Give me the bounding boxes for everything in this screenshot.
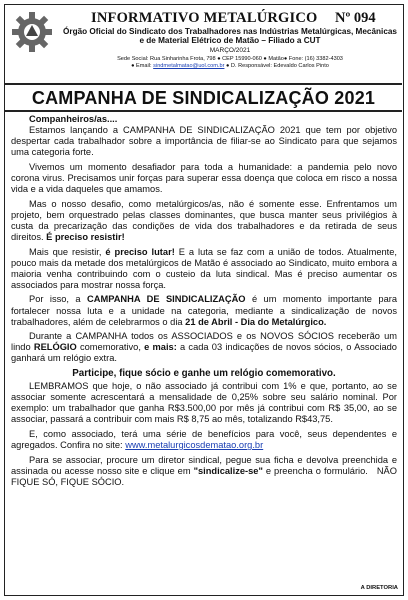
paragraph-6-more: e mais: [144, 342, 177, 353]
section-subheading: Participe, fique sócio e ganhe um relógio comemorativo. [72, 367, 336, 379]
greeting: Companheiros/as.... [29, 114, 118, 124]
paragraph-9-text: Para se associar, procure um diretor sindical, pegue sua ficha e devolva preenchida e assinada ou acesse nosso site e clique em [11, 454, 397, 476]
address-line: Sede Social: Rua Sinharinha Frota, 798 ● CEP 15990-060 ● Matão● Fone: (16) 3382-4303 [117, 56, 343, 62]
union-gear-logo-icon [10, 10, 54, 54]
issue-number: Nº 094 [335, 10, 376, 26]
newsletter-subtitle: Órgão Oficial do Sindicato dos Trabalhadores nas Indústrias Metalúrgicas, Mecânicas e de Material Elétrico de Matão – Filiado a CUT [63, 27, 397, 45]
paragraph-6-mid: comemorativo, [79, 342, 141, 353]
title-divider [5, 110, 402, 112]
director-line: ● D. Responsável: Edevaldo Carlos Pinto [226, 63, 329, 69]
paragraph-6-lead: Durante a CAMPANHA todos os ASSOCIADOS e os NOVOS SÓCIOS receberão um lindo [11, 331, 397, 353]
paragraph-5-date: 21 de Abril - Dia do Metalúrgico. [185, 316, 327, 327]
newsletter-page [4, 4, 404, 596]
paragraph-7: LEMBRAMOS que hoje, o não associado já contribui com 1% e que, portanto, ao se associar somente acrescentará a mensalidade de 0,25% sobre seu salário nominal. Por exemplo: um trabalhador que ganha R$3.500,00 por mês já contribui com R$ 35,00, ao se associar, passará a contribuir com mais R$ 8,75 ao mês, totalizando R$43,75. [11, 381, 397, 425]
article-body [11, 114, 397, 491]
paragraph-3-emphasis: É preciso resistir! [46, 231, 125, 242]
paragraph-6-text: a cada 03 indicações de novos sócios, o Associado ganhará um relógio extra. [11, 342, 397, 364]
paragraph-5 [11, 294, 397, 327]
paragraph-5-lead: Por isso, a [29, 294, 81, 305]
newsletter-title: INFORMATIVO METALÚRGICO [91, 10, 318, 26]
paragraph-5-campaign: CAMPANHA DE SINDICALIZAÇÃO [87, 294, 246, 305]
paragraph-3 [11, 199, 397, 243]
paragraph-2: Vivemos um momento desafiador para toda a humanidade: a pandemia pelo novo corona virus. Precisamos unir forças para superar essa doença que coloca em risco a nossa vida e a vida daqueles que amamos. [11, 161, 397, 195]
paragraph-3-text: Mas o nosso desafio, como metalúrgicos/as, não é somente esse. Enfrentamos um projeto, bem orquestrado pelas classes dominantes, que busca manter seus privilégios à custa da precarização das condições de vida dos trabalhadores e da retirada de seus direitos. [11, 198, 397, 242]
paragraph-4 [11, 247, 397, 291]
website-link[interactable]: www.metalurgicosdematao.org.br [125, 440, 264, 451]
paragraph-4-text: E a luta se faz com a união de todos. Atualmente, pouco mais da metade dos metalúrgicos de Matão é associado ao Sindicato, muito embora a maioria venha contribuindo com o custeio da luta sindical. Mas é preciso aumentar os associados para mostrar nossa força. [11, 246, 397, 290]
paragraph-8-text: E, como associado, terá uma série de benefícios para você, seus dependentes e agregados. Confira no site: [11, 428, 397, 451]
issue-date: MARÇO/2021 [209, 47, 251, 54]
paragraph-9-end: e preencha o formulário. [265, 465, 368, 476]
article-title: CAMPANHA DE SINDICALIZAÇÃO 2021 [31, 88, 376, 108]
paragraph-6 [11, 331, 397, 364]
masthead-divider [5, 83, 402, 85]
paragraph-6-watch: RELÓGIO [33, 342, 77, 353]
paragraph-9-action: "sindicalize-se" [193, 465, 263, 476]
paragraph-5-text: é um momento importante para fortalecer nossa luta e a unidade na categoria, mediante a sindicalização de novos trabalhadores, além de celebrarmos o dia [11, 294, 398, 327]
paragraph-4-lead: Mais que resistir, [29, 246, 102, 257]
email-label: ● Email: [131, 63, 152, 69]
paragraph-9 [11, 455, 397, 488]
paragraph-1: Estamos lançando a CAMPANHA DE SINDICALIZAÇÃO 2021 que tem por objetivo despertar cada trabalhador sobre a importância de filiar-se ao Sindicato para que sejamos uma categoria forte. [11, 125, 397, 158]
paragraph-8 [11, 429, 397, 451]
paragraph-4-emphasis: é preciso lutar! [105, 246, 175, 257]
email-line [61, 63, 399, 70]
email-link[interactable]: sindmetalmatao@uol.com.br [153, 63, 225, 69]
signature: A DIRETORIA [360, 585, 398, 591]
masthead [5, 5, 402, 80]
contact-info [61, 56, 399, 70]
paragraph-9-slogan: NÃO FIQUE SÓ, FIQUE SÓCIO. [11, 465, 397, 487]
